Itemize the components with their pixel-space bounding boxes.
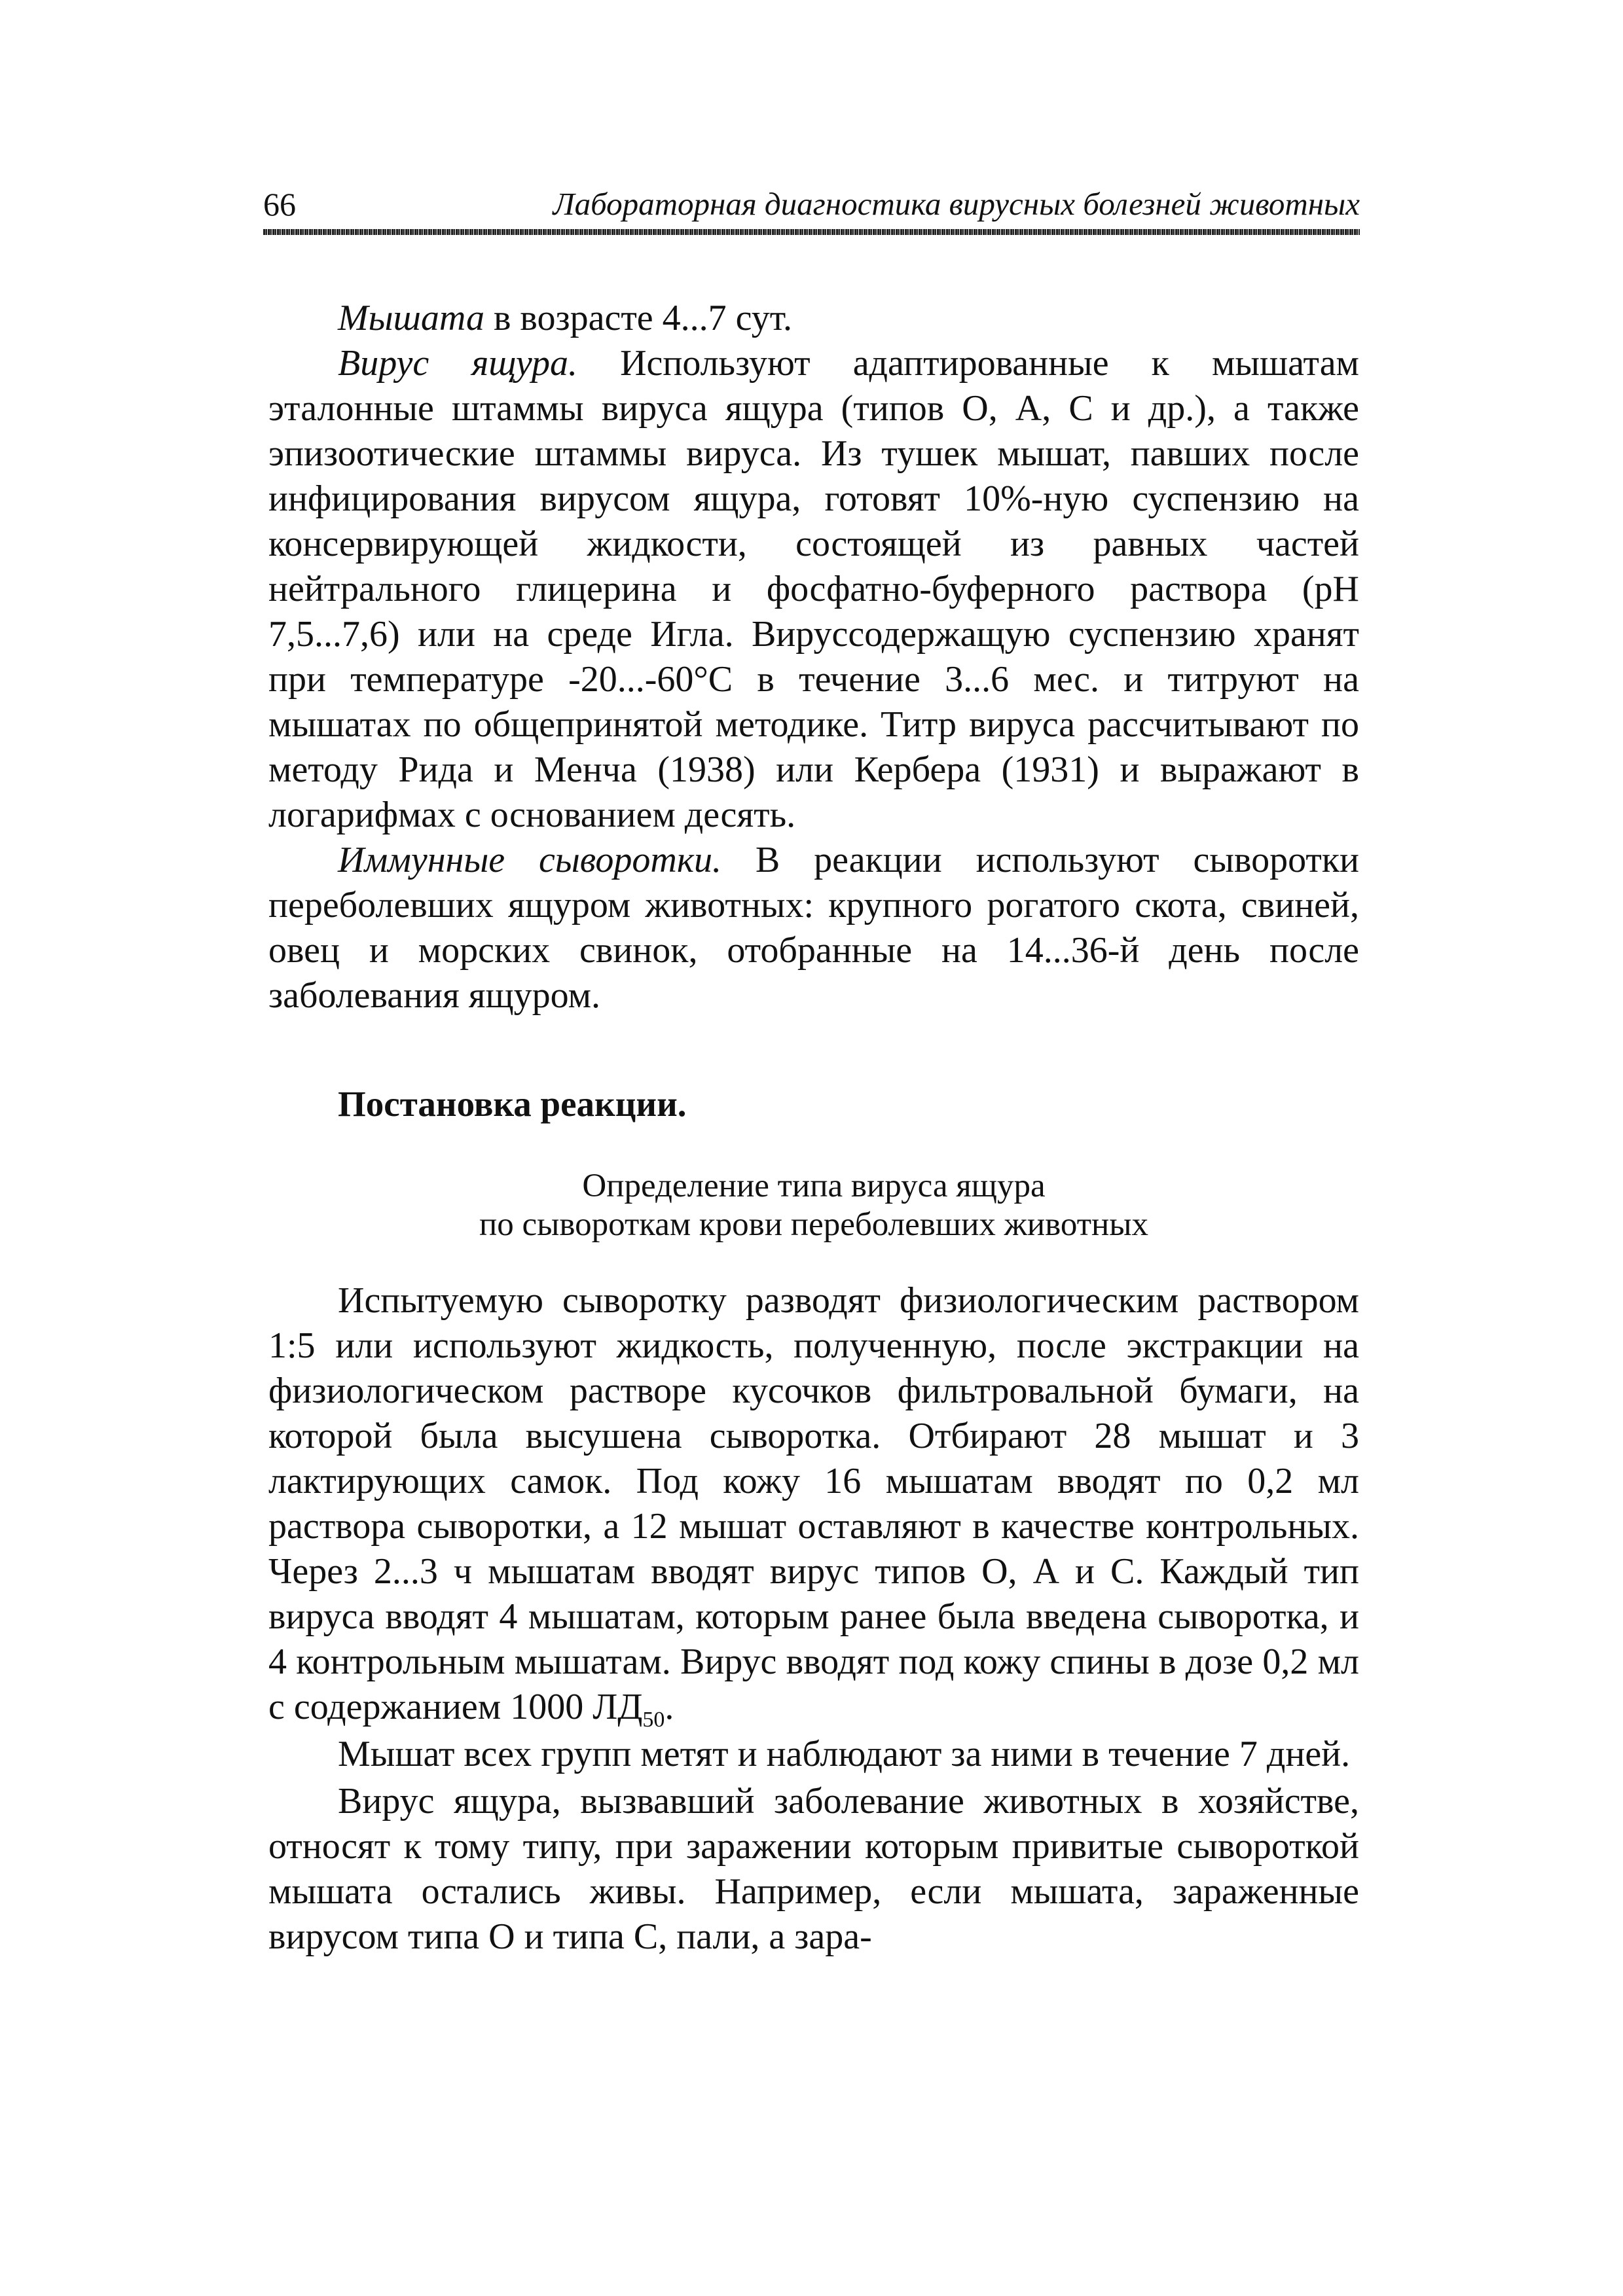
method-paragraph xyxy=(268,1278,1359,1730)
result-paragraph: Вирус ящура, вызвавший заболевание животных в хозяйстве, относят к тому типу, при заражении которым привитые сывороткой мышата остались живы. Например, если мышата, зараженные вирусом типа О и типа С, пали, а зара- xyxy=(268,1781,1359,1957)
page-number: 66 xyxy=(263,186,296,223)
immune-sera-label: Иммунные сыворотки. xyxy=(338,840,722,880)
virus-label: Вирус ящура. xyxy=(338,343,577,384)
subheading-line-2: по сывороткам крови переболевших животных xyxy=(479,1206,1149,1243)
mice-text: в возрасте 4...7 сут. xyxy=(484,298,793,338)
procedure-heading: Постановка реакции. xyxy=(338,1084,687,1124)
ld-subscript: 50 xyxy=(642,1708,665,1732)
running-header xyxy=(263,185,1360,224)
method-text: Испытуемую сыворотку разводят физиологическим раствором 1:5 или используют жидкость, полученную, после экстракции на физиологическом растворе кусочков фильтровальной бумаги, на которой была высушена сыворотка. Отбирают 28 мышат и 3 лактирующих самок. Под кожу 16 мышатам вводят по 0,2 мл раствора сыворотки, а 12 мышат оставляют в качестве контрольных. Через 2...3 ч мышатам вводят вирус типов О, А и С. Каждый тип вируса вводят 4 мышатам, которым ранее была введена сыворотка, и 4 контрольным мышатам. Вирус вводят под кожу спины в дозе 0,2 мл с содержанием 1000 ЛД xyxy=(268,1280,1359,1727)
method-end: . xyxy=(665,1687,674,1727)
mice-label: Мышата xyxy=(338,298,484,338)
header-divider xyxy=(263,229,1360,235)
immune-sera-paragraph xyxy=(268,838,1359,1018)
virus-text: Используют адаптированные к мышатам эталонные штаммы вируса ящура (типов О, А, С и др.), а также эпизоотические штаммы вируса. Из тушек мышат, павших после инфицирования вирусом ящура, готовят 10%-ную суспензию на консервирующей жидкости, состоящей из равных частей нейтрального глицерина и фосфатно-буферного раствора (рН 7,5...7,6) или на среде Игла. Вируссодержащую суспензию хранят при температуре -20...-60°С в течение 3...6 мес. и титруют на мышатах по общепринятой методике. Титр вируса рассчитывают по методу Рида и Менча (1938) или Кербера (1931) и выражают в логарифмах с основанием десять. xyxy=(268,343,1359,835)
observation-paragraph: Мышат всех групп метят и наблюдают за ними в течение 7 дней. xyxy=(338,1734,1351,1774)
method-section xyxy=(268,1278,1359,1960)
virus-paragraph xyxy=(268,341,1359,838)
mice-paragraph xyxy=(268,296,1359,341)
running-title: Лабораторная диагностика вирусных болезней животных xyxy=(553,186,1360,222)
subheading-line-1: Определение типа вируса ящура xyxy=(582,1168,1046,1204)
immune-sera-text: В реакции используют сыворотки переболевших ящуром животных: крупного рогатого скота, свиней, овец и морских свинок, отобранные на 14...36-й день после заболевания ящуром. xyxy=(268,840,1359,1016)
page-body xyxy=(268,296,1359,1960)
section-subheading xyxy=(268,1167,1359,1244)
